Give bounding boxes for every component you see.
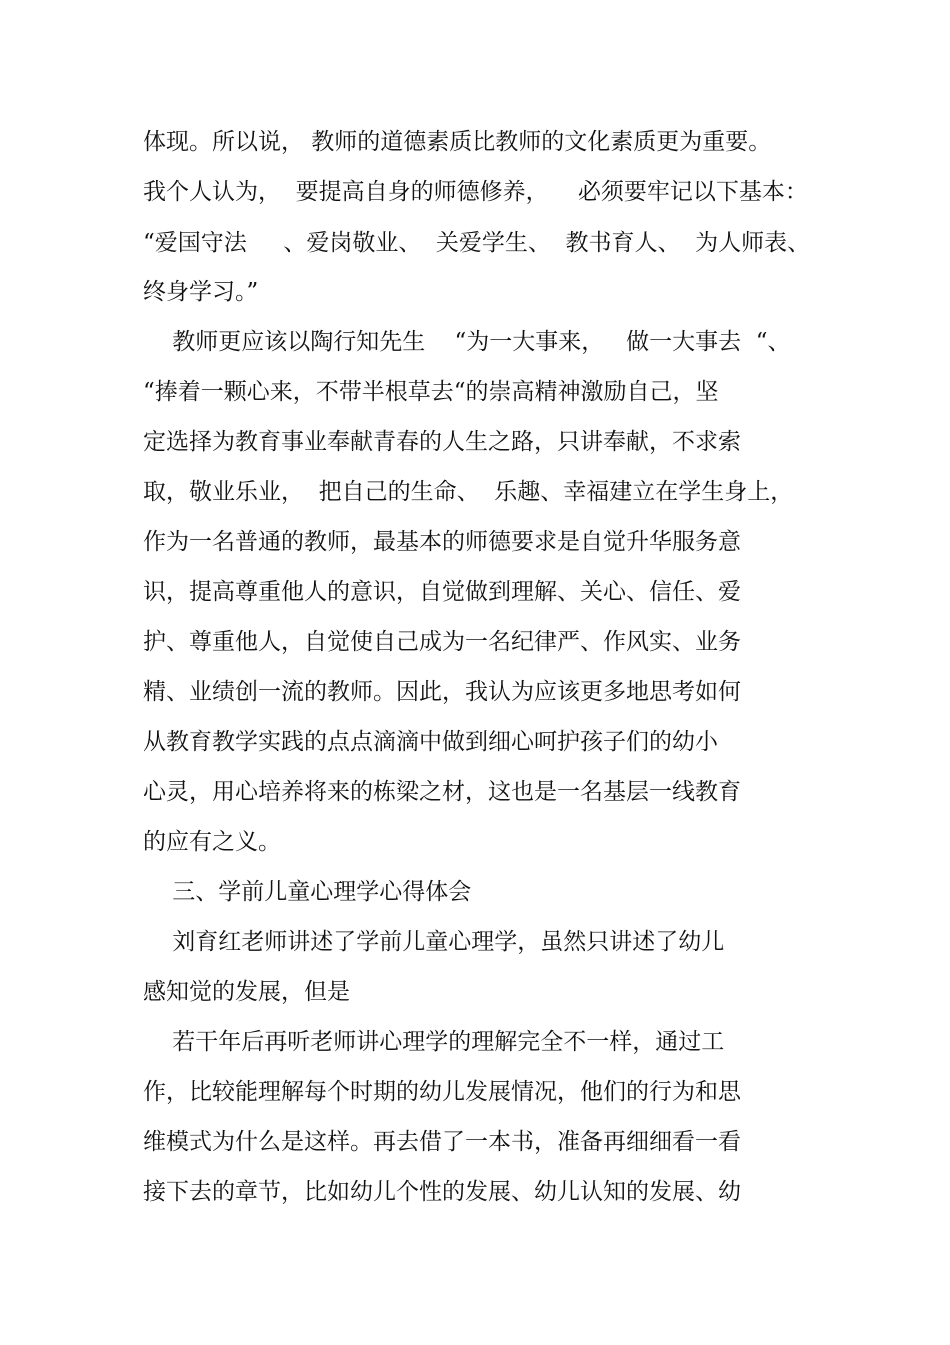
text-line: 从教育教学实践的点点滴滴中做到细心呵护孩子们的幼小 xyxy=(143,729,718,755)
text-line: 定选择为教育事业奉献青春的人生之路，只讲奉献，不求索 xyxy=(143,429,741,455)
text-line: 终身学习。” xyxy=(143,279,259,305)
text-line: 体现。所以说， 教师的道德素质比教师的文化素质更为重要。 xyxy=(143,129,772,155)
text-line: 识，提高尊重他人的意识，自觉做到理解、关心、信任、爱 xyxy=(143,579,741,605)
text-line: 精、业绩创一流的教师。因此，我认为应该更多地思考如何 xyxy=(143,679,741,705)
text-line: 作，比较能理解每个时期的幼儿发展情况，他们的行为和思 xyxy=(143,1079,741,1105)
text-line: 我个人认为， 要提高自身的师德修养， 必须要牢记以下基本： xyxy=(143,179,808,205)
text-line: 作为一名普通的教师，最基本的师德要求是自觉升华服务意 xyxy=(143,529,741,555)
text-line: 维模式为什么是这样。再去借了一本书，准备再细细看一看 xyxy=(143,1129,741,1155)
section-heading: 三、学前儿童心理学心得体会 xyxy=(143,879,472,905)
text-line: “捧着一颗心来，不带半根草去“的崇高精神激励自己，坚 xyxy=(143,379,719,405)
text-line: 接下去的章节，比如幼儿个性的发展、幼儿认知的发展、幼 xyxy=(143,1179,741,1205)
text-line: 取，敬业乐业， 把自己的生命、 乐趣、幸福建立在学生身上， xyxy=(143,479,794,505)
text-line: “爱国守法 、爱岗敬业、 关爱学生、 教书育人、 为人师表、 xyxy=(143,230,811,256)
text-line: 若干年后再听老师讲心理学的理解完全不一样，通过工 xyxy=(143,1029,725,1055)
text-line: 感知觉的发展，但是 xyxy=(143,979,350,1005)
text-line: 护、尊重他人，自觉使自己成为一名纪律严、作风实、业务 xyxy=(143,629,741,655)
text-line: 的应有之义。 xyxy=(143,829,281,855)
text-line: 教师更应该以陶行知先生 “为一大事来， 做一大事去 “、 xyxy=(143,329,791,355)
text-line: 刘育红老师讲述了学前儿童心理学，虽然只讲述了幼儿 xyxy=(143,929,725,955)
text-line: 心灵，用心培养将来的栋梁之材，这也是一名基层一线教育 xyxy=(143,779,741,805)
